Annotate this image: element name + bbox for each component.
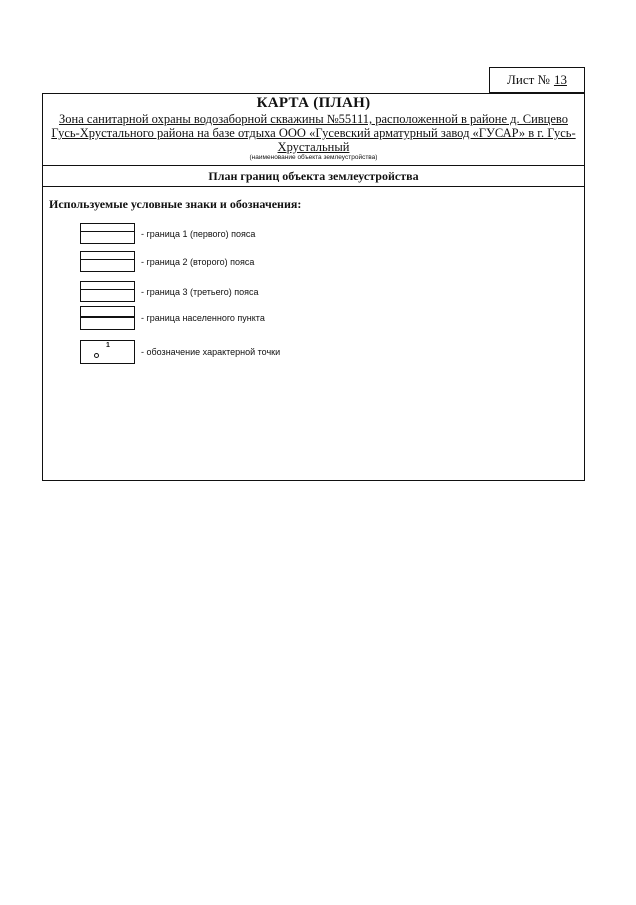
legend-item-zone-3 — [80, 281, 258, 302]
object-caption: (наименование объекта землеустройства) — [249, 154, 378, 161]
legend-item-zone-1 — [80, 223, 255, 244]
plan-subtitle: План границ объекта землеустройства — [43, 166, 584, 187]
sheet-number-box — [489, 67, 585, 93]
legend-label: - граница 3 (третьего) пояса — [141, 286, 259, 297]
point-dot-icon — [94, 353, 99, 358]
sheet-number: 13 — [553, 72, 567, 87]
legend-label: - граница населенного пункта — [141, 313, 265, 323]
map-header — [43, 94, 584, 166]
legend-title: Используемые условные знаки и обозначения: — [49, 197, 302, 211]
zone-2-boundary-symbol — [80, 251, 135, 272]
characteristic-point-symbol — [80, 340, 135, 364]
sheet-label: Лист № — [507, 72, 550, 87]
legend — [43, 187, 584, 477]
map-title: КАРТА (ПЛАН) — [256, 95, 371, 111]
legend-item-settlement — [80, 306, 265, 330]
point-number: 1 — [106, 342, 110, 349]
legend-label: - граница 1 (первого) пояса — [141, 228, 256, 239]
object-name: Зона санитарной охраны водозаборной скважины №55111, расположенной в районе д. Сивцево Гусь-Хрустального района на базе отдыха ООО «Гусевский арматурный завод «ГУСАР» в г. Гусь-Хрустальный — [51, 112, 576, 154]
legend-label: - граница 2 (второго) пояса — [141, 256, 255, 267]
legend-item-zone-2 — [80, 251, 254, 272]
map-frame — [42, 93, 585, 481]
legend-label: - обозначение характерной точки — [141, 347, 281, 357]
legend-item-point — [80, 340, 280, 364]
settlement-boundary-symbol — [80, 306, 135, 330]
zone-1-boundary-symbol — [80, 223, 135, 244]
zone-3-boundary-symbol — [80, 281, 135, 302]
